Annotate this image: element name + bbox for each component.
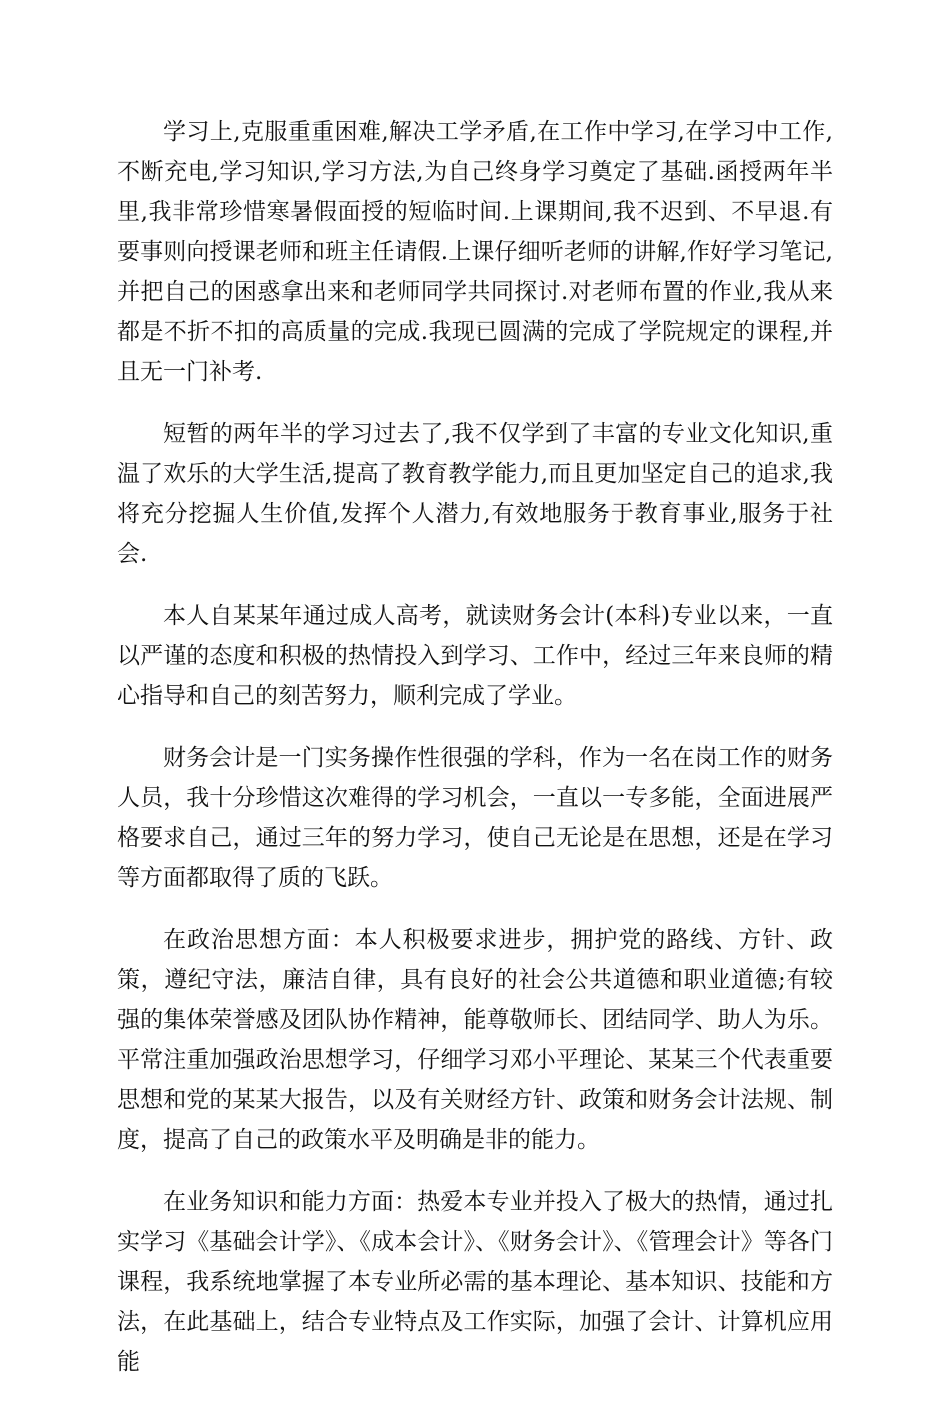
paragraph-study-effort: 学习上,克服重重困难,解决工学矛盾,在工作中学习,在学习中工作,不断充电,学习知识,学习方法,为自己终身学习奠定了基础.函授两年半里,我非常珍惜寒暑假面授的短临时间.上课期间,我不迟到、不早退.有要事则向授课老师和班主任请假.上课仔细听老师的讲解,作好学习笔记,并把自己的困惑拿出来和老师同学共同探讨.对老师布置的作业,我从来都是不折不扣的高质量的完成.我现已圆满的完成了学院规定的课程,并且无一门补考. [117, 119, 833, 385]
paragraph-political-thought: 在政治思想方面：本人积极要求进步，拥护党的路线、方针、政策，遵纪守法，廉洁自律，具有良好的社会公共道德和职业道德;有较强的集体荣誉感及团队协作精神，能尊敬师长、团结同学、助人为乐。平常注重加强政治思想学习，仔细学习邓小平理论、某某三个代表重要思想和党的某某大报告，以及有关财经方针、政策和财务会计法规、制度，提高了自己的政策水平及明确是非的能力。 [117, 927, 833, 1153]
paragraph-study-summary: 短暂的两年半的学习过去了,我不仅学到了丰富的专业文化知识,重温了欢乐的大学生活,提高了教育教学能力,而且更加坚定自己的追求,我将充分挖掘人生价值,发挥个人潜力,有效地服务于教育事业,服务于社会. [117, 421, 833, 567]
document-body [117, 112, 833, 1404]
paragraph-accounting-intro: 本人自某某年通过成人高考，就读财务会计(本科)专业以来，一直以严谨的态度和积极的热情投入到学习、工作中，经过三年来良师的精心指导和自己的刻苦努力，顺利完成了学业。 [117, 603, 833, 709]
paragraph-accounting-learning: 财务会计是一门实务操作性很强的学科，作为一名在岗工作的财务人员，我十分珍惜这次难得的学习机会，一直以一专多能，全面进展严格要求自己，通过三年的努力学习，使自己无论是在思想，还是在学习等方面都取得了质的飞跃。 [117, 745, 833, 891]
paragraph-professional-knowledge: 在业务知识和能力方面：热爱本专业并投入了极大的热情，通过扎实学习《基础会计学》、《成本会计》、《财务会计》、《管理会计》等各门课程，我系统地掌握了本专业所必需的基本理论、基本知识、技能和方法，在此基础上，结合专业特点及工作实际，加强了会计、计算机应用能 [117, 1189, 833, 1375]
